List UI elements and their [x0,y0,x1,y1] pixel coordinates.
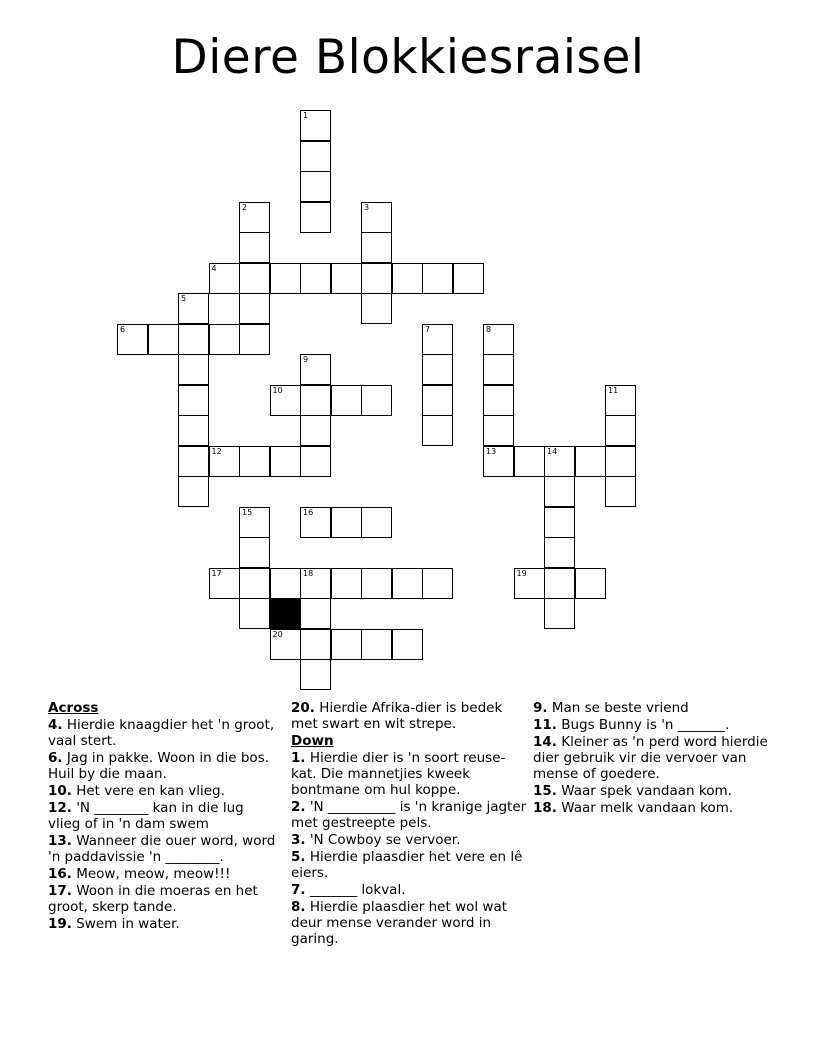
clue-item [48,717,276,749]
grid-cell[interactable] [605,446,636,477]
grid-cell[interactable] [270,263,301,294]
grid-cell[interactable] [300,446,331,477]
clue-number: 2. [291,799,306,815]
grid-cell[interactable] [331,568,362,599]
clue-number-label: 20 [272,629,283,639]
grid-cell[interactable] [483,385,514,416]
grid-cell[interactable] [300,263,331,294]
clue-number-label: 16 [303,507,314,517]
clue-number-label: 1 [303,111,309,120]
grid-cell[interactable] [422,324,453,355]
grid-cell[interactable] [178,476,209,507]
grid-cell[interactable] [605,385,636,416]
clue-item [48,883,276,915]
grid-cell[interactable] [300,598,331,629]
grid-cell[interactable] [178,446,209,477]
grid-cell[interactable] [331,385,362,416]
clue-item [48,750,276,782]
clue-number: 7. [291,882,306,898]
grid-cell[interactable] [483,446,514,477]
down-heading: Down [291,733,334,749]
clue-number-label: 6 [120,324,126,334]
clue-number-label: 5 [181,294,187,303]
clue-number-label: 11 [608,385,619,395]
clue-number: 19. [48,916,72,932]
clue-number: 11. [533,717,557,733]
clue-text: _______ lokval. [305,882,406,898]
grid-cell[interactable] [483,354,514,385]
clue-item [533,734,773,782]
clue-number: 15. [533,783,557,799]
grid-cell[interactable] [331,263,362,294]
grid-cell[interactable] [178,385,209,416]
grid-cell[interactable] [392,263,423,294]
clue-text: Hierdie Afrika-dier is bedek met swart en wit strepe. [291,700,503,732]
grid-cell[interactable] [575,568,606,599]
clue-text: Woon in die moeras en het groot, skerp tande. [48,883,258,915]
clue-item [48,800,276,832]
grid-cell[interactable] [239,263,270,294]
clue-item [533,783,773,799]
grid-cell[interactable] [361,232,392,263]
grid-cell[interactable] [239,232,270,263]
clue-number-label: 7 [425,324,431,334]
grid-cell[interactable] [361,385,392,416]
clue-text: Swem in water. [71,916,180,932]
clue-item [291,849,527,881]
grid-cell[interactable] [300,202,331,233]
grid-cell[interactable] [300,507,331,538]
across-clue-list [48,717,276,932]
clue-number: 8. [291,899,306,915]
grid-cell[interactable] [209,263,240,294]
clue-text: Man se beste vriend [547,700,689,716]
clue-number-label: 14 [547,446,558,456]
page-title: Diere Blokkiesraisel [171,30,645,85]
clue-text: Waar melk vandaan kom. [556,800,734,816]
grid-cell[interactable] [300,110,331,141]
clue-text: Hierdie knaagdier het 'n groot, vaal stert. [48,717,275,749]
clue-number-label: 4 [211,263,217,273]
clue-item [533,700,773,716]
clue-number: 9. [533,700,548,716]
grid-cell[interactable] [300,629,331,660]
clue-item [291,700,527,732]
clue-number-label: 3 [364,202,370,212]
grid-cell[interactable] [239,507,270,538]
clue-text: Meow, meow, meow!!! [71,866,231,882]
clue-item [48,916,276,932]
clue-number: 3. [291,832,306,848]
clue-number: 13. [48,833,72,849]
grid-cell[interactable] [544,507,575,538]
grid-cell[interactable] [544,598,575,629]
grid-cell[interactable] [544,568,575,599]
grid-cell[interactable] [239,537,270,568]
clue-item [48,866,276,882]
clue-text: 'N Cowboy se vervoer. [305,832,461,848]
grid-cell[interactable] [300,385,331,416]
grid-cell[interactable] [575,446,606,477]
grid-cell[interactable] [239,324,270,355]
grid-cell[interactable] [300,568,331,599]
grid-cell[interactable] [392,568,423,599]
grid-cell[interactable] [209,446,240,477]
clue-number: 14. [533,734,557,750]
grid-cell[interactable] [239,598,270,629]
grid-cell[interactable] [209,324,240,355]
clue-number-label: 18 [303,568,314,578]
clue-item [48,833,276,865]
clue-number: 12. [48,800,72,816]
grid-cell[interactable] [239,293,270,324]
grid-cell[interactable] [422,385,453,416]
clue-text: Kleiner as 'n perd word hierdie dier gebruik vir die vervoer van mense of goedere. [533,734,768,782]
grid-cell[interactable] [331,507,362,538]
clue-number: 20. [291,700,315,716]
grid-cell[interactable] [270,629,301,660]
grid-cell[interactable] [300,141,331,172]
grid-cell[interactable] [514,568,545,599]
grid-cell[interactable] [178,415,209,446]
grid-cell[interactable] [331,629,362,660]
across-heading: Across [48,700,99,716]
grid-cell[interactable] [544,446,575,477]
grid-cell[interactable] [361,293,392,324]
clue-text: Jag in pakke. Woon in die bos. Huil by die maan. [48,750,270,782]
grid-cell[interactable] [178,354,209,385]
grid-cell[interactable] [361,202,392,233]
grid-cell[interactable] [300,659,331,690]
clue-number-label: 13 [486,446,497,456]
grid-cell[interactable] [300,415,331,446]
clue-number: 10. [48,783,72,799]
blocked-cell [270,598,301,629]
clue-number: 1. [291,750,306,766]
grid-cell[interactable] [392,629,423,660]
grid-cell[interactable] [270,446,301,477]
clue-text: Wanneer die ouer word, word 'n paddavissie 'n ________. [48,833,276,865]
clue-item [291,799,527,831]
grid-cell[interactable] [209,568,240,599]
grid-cell[interactable] [422,415,453,446]
grid-cell[interactable] [361,507,392,538]
grid-cell[interactable] [544,476,575,507]
clue-number-label: 19 [516,568,527,578]
clue-item [291,899,527,947]
clues-column-right [533,700,773,817]
clue-text: Hierdie dier is 'n soort reuse-kat. Die mannetjies kweek bontmane om hul koppe. [291,750,506,798]
clue-text: Bugs Bunny is 'n _______. [556,717,730,733]
grid-cell[interactable] [178,324,209,355]
clue-number-label: 8 [486,324,492,334]
clue-number: 17. [48,883,72,899]
grid-cell[interactable] [422,568,453,599]
grid-cell[interactable] [422,263,453,294]
grid-cell[interactable] [544,537,575,568]
grid-cell[interactable] [300,354,331,385]
clue-number: 4. [48,717,63,733]
clue-text: Hierdie plaasdier het wol wat deur mense verander word in garing. [291,899,508,947]
clue-item [533,717,773,733]
clue-number-label: 15 [242,507,253,517]
clue-item [533,800,773,816]
grid-cell[interactable] [148,324,179,355]
grid-cell[interactable] [453,263,484,294]
clue-number: 18. [533,800,557,816]
grid-cell[interactable] [239,568,270,599]
clue-number-label: 2 [242,202,248,212]
clue-text: Waar spek vandaan kom. [556,783,732,799]
grid-cell[interactable] [605,415,636,446]
grid-cell[interactable] [300,171,331,202]
clue-text: 'N ________ kan in die lug vlieg of in 'n dam swem [48,800,244,832]
clue-number-label: 12 [211,446,222,456]
clue-item [48,783,276,799]
grid-cell[interactable] [117,324,148,355]
grid-cell[interactable] [483,415,514,446]
clue-text: 'N __________ is 'n kranige jagter met gestreepte pels. [291,799,527,831]
grid-cell[interactable] [178,293,209,324]
clue-text: Het vere en kan vlieg. [71,783,225,799]
clue-number-label: 9 [303,355,309,364]
clue-number: 5. [291,849,306,865]
clue-item [291,750,527,798]
grid-cell[interactable] [270,385,301,416]
grid-cell[interactable] [270,568,301,599]
grid-cell[interactable] [361,263,392,294]
grid-cell[interactable] [422,354,453,385]
clue-number: 16. [48,866,72,882]
clues-column-left [48,700,276,933]
down-clue-list [291,750,527,947]
down-clue-list-continued [533,700,773,816]
grid-cell[interactable] [239,446,270,477]
clue-text: Hierdie plaasdier het vere en lê eiers. [291,849,523,881]
clue-item [291,832,527,848]
grid-cell[interactable] [514,446,545,477]
grid-cell[interactable] [361,568,392,599]
clue-number: 6. [48,750,63,766]
grid-cell[interactable] [361,629,392,660]
clues-column-middle [291,700,527,948]
clue-number-label: 10 [272,385,283,395]
grid-cell[interactable] [483,324,514,355]
clue-number-label: 17 [211,568,222,578]
grid-cell[interactable] [605,476,636,507]
grid-cell[interactable] [239,202,270,233]
clue-item [291,882,527,898]
